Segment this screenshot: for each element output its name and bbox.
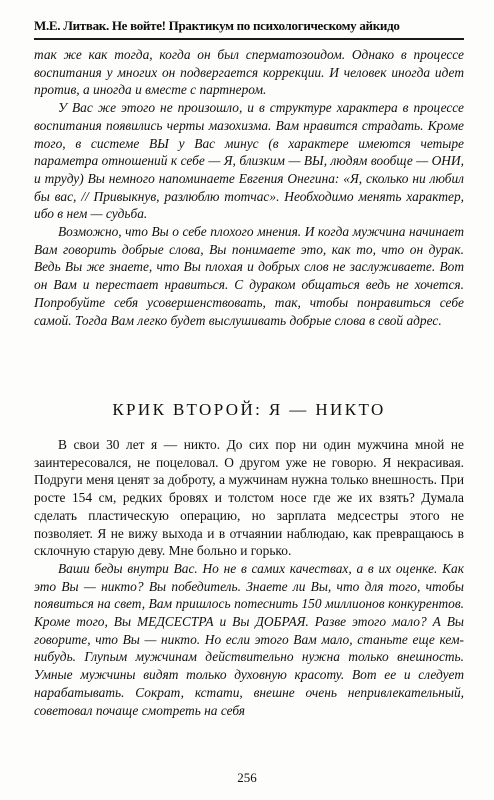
bottom-text-block [34, 436, 464, 719]
letter-paragraph: В свои 30 лет я — никто. До сих пор ни один мужчина мной не заинтересовался, не поцеловал. О другом уже не говорю. Я некрасивая. Подруги меня ценят за доброту, а мужчинам нужна только внешность. При росте 154 см, редких бровях и толстом носе где же их взять? Думала сделать пластическую операцию, но зарплата медсестры этого не позволяет. Я не вижу выхода и в отчаянии наблюдаю, как превращаюсь в склочную старую деву. Мне больно и горько. [34, 437, 464, 559]
paragraph-self-opinion: Возможно, что Вы о себе плохого мнения. И когда мужчина начинает Вам говорить добрые слова, Вы понимаете это, как то, что он дурак. Ведь Вы же знаете, что Вы плохая и добрых слов не заслуживаете. Вот он Вам и перестает нравиться. С дураком общаться ведь не хочется. Попробуйте себя усовершенствовать, так, чтобы понравиться себе самой. Тогда Вам легко будет выслушивать добрые слова в свой адрес. [34, 224, 464, 328]
chapter-heading: КРИК ВТОРОЙ: Я — НИКТО [112, 400, 386, 419]
top-text-block [34, 46, 464, 329]
answer-paragraph: Ваши беды внутри Вас. Но не в самих качествах, а в их оценке. Как это Вы — никто? Вы победитель. Знаете ли Вы, что для того, чтобы появиться на свет, Вам пришлось потеснить 150 миллионов конкурентов. Кроме того, Вы МЕДСЕСТРА и Вы ДОБРАЯ. Разве этого мало? А Вы говорите, что Вы — никто. Но если этого Вам мало, станьте еще кем-нибудь. Глупым мужчинам действительно нужна только внешность. Умные мужчины видят только духовную красоту. Вот ее и следует нарабатывать. Сократ, кстати, внешне очень непривлекательный, советовал почаще смотреть на себя [34, 560, 464, 718]
running-head: М.Е. Литвак. Не войте! Практикум по психологическому айкидо [34, 18, 400, 33]
paragraph-continuation: так же как тогда, когда он был сперматозоидом. Однако в процессе воспитания у многих он подвергается коррекции. И человек иногда идет против, а иногда и вместе с партнером. [34, 47, 464, 98]
paragraph-character: У Вас же этого не произошло, и в структуре характера в процессе воспитания появились черты мазохизма. Вам нравится страдать. Кроме того, в системе ВЫ у Вас минус (в характере имеются четыре параметра отношений к себе — Я, близким — ВЫ, людям вообще — ОНИ, и труду) Вы немного напоминаете Евгения Онегина: «Я, сколько ни любил бы вас, // Привыкнув, разлюблю тотчас». Необходимо менять характер, ибо в нем — судьба. [34, 100, 464, 222]
header-rule [34, 38, 464, 40]
page-number: 256 [237, 770, 257, 785]
